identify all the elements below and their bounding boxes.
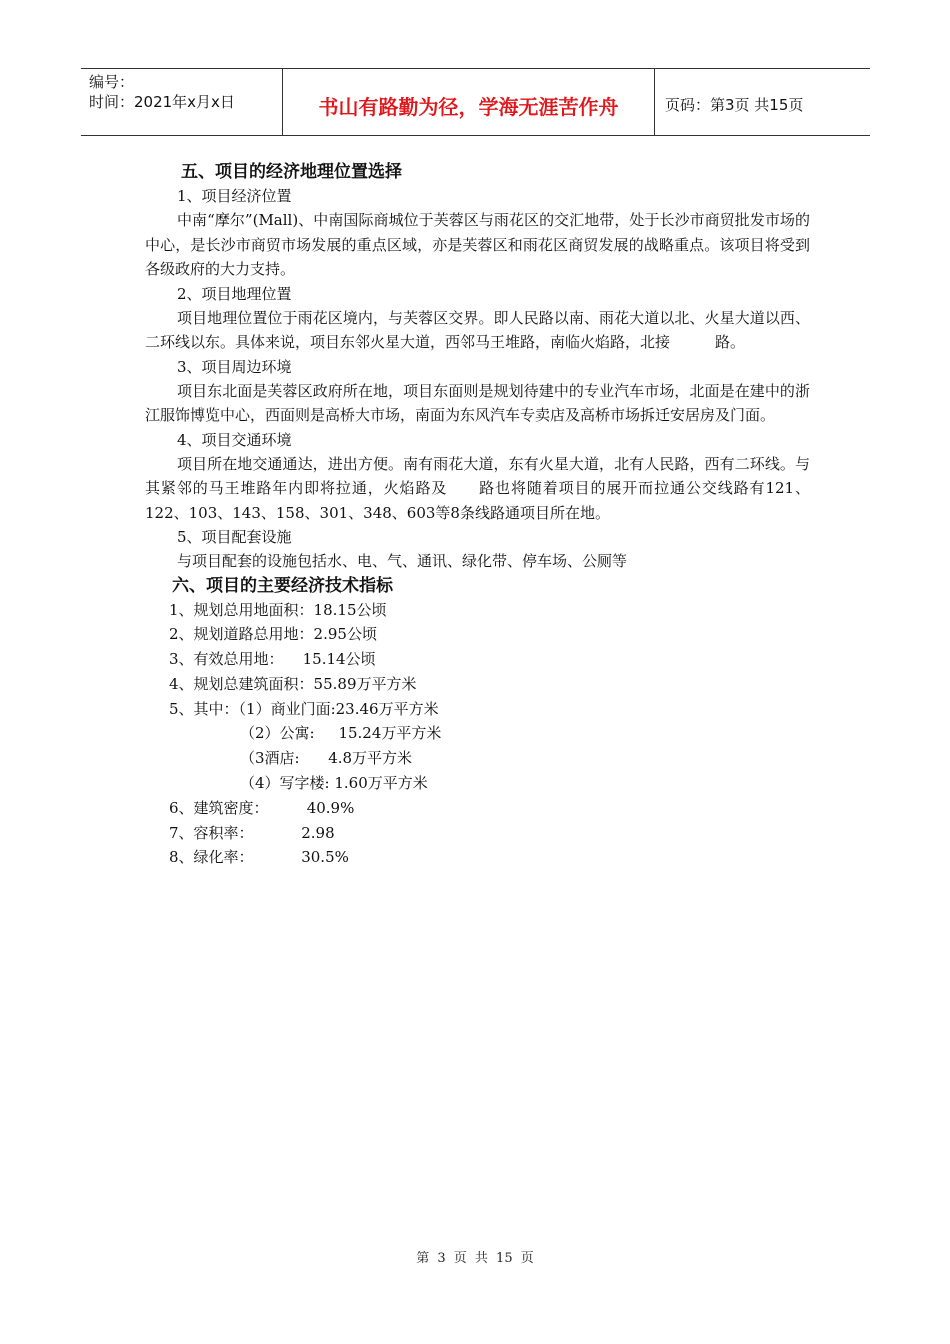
indicator-sub-item: （4）写字楼: 1.60万平方米 <box>240 774 428 793</box>
subsection-5-title: 5、项目配套设施 <box>177 528 292 546</box>
header-left-cell <box>81 69 283 135</box>
subsection-4-title: 4、项目交通环境 <box>177 430 292 449</box>
indicator-sub-item: （3酒店: 4.8万平方米 <box>240 749 413 768</box>
subsection-2-title: 2、项目地理位置 <box>177 284 292 303</box>
document-number-label: 编号： <box>89 73 135 91</box>
subsection-5-text: 与项目配套的设施包括水、电、气、通讯、绿化带、停车场、公厕等 <box>177 552 628 570</box>
indicator-item: 4、规划总建筑面积：55.89万平方米 <box>169 674 417 693</box>
indicator-item: 5、其中：（1）商业门面:23.46万平方米 <box>169 699 439 718</box>
header-page-code: 页码：第3页 共15页 <box>665 96 804 114</box>
subsection-3-title: 3、项目周边环境 <box>177 357 292 376</box>
indicator-sub-item: （2）公寓: 15.24万平方米 <box>240 724 442 743</box>
section-6-title: 六、项目的主要经济技术指标 <box>172 575 393 596</box>
header-motto-cell <box>283 69 655 135</box>
subsection-2-text: 项目地理位置位于雨花区境内，与芙蓉区交界。即人民路以南、雨花大道以北、火星大道以西、二环线以东。具体来说，项目东邻火星大道，西邻马王堆路，南临火焰路，北接 路。 <box>145 308 810 351</box>
indicator-item: 6、建筑密度： 40.9% <box>169 798 355 817</box>
subsection-1-text: 中南“摩尔”(Mall)、中南国际商城位于芙蓉区与雨花区的交汇地带，处于长沙市商贸批发市场的中心，是长沙市商贸市场发展的重点区域，亦是芙蓉区和雨花区商贸发展的战略重点。该项目将受到各级政府的大力支持。 <box>145 211 810 278</box>
header-page-cell <box>655 69 870 135</box>
subsection-1-title: 1、项目经济位置 <box>177 187 292 205</box>
header-table <box>81 68 870 136</box>
subsection-3-text: 项目东北面是芙蓉区政府所在地，项目东面则是规划待建中的专业汽车市场，北面是在建中的浙江服饰博览中心，西面则是高桥大市场，南面为东风汽车专卖店及高桥市场拆迁安居房及门面。 <box>145 381 810 424</box>
indicator-item: 7、容积率： 2.98 <box>169 823 335 842</box>
indicator-item: 8、绿化率： 30.5% <box>169 848 349 867</box>
page-footer: 第 3 页 共 15 页 <box>416 1251 534 1266</box>
section-5-title: 五、项目的经济地理位置选择 <box>181 162 402 182</box>
document-body <box>145 160 810 870</box>
indicator-item: 3、有效总用地： 15.14公顷 <box>169 650 376 669</box>
header-motto: 书山有路勤为径，学海无涯苦作舟 <box>318 95 619 119</box>
document-time-label: 时间：2021年x月x日 <box>89 93 235 111</box>
indicator-item: 2、规划道路总用地：2.95公顷 <box>169 625 377 644</box>
indicator-item: 1、规划总用地面积：18.15公顷 <box>169 600 387 619</box>
subsection-4-text: 项目所在地交通通达，进出方便。南有雨花大道，东有火星大道，北有人民路，西有二环线。与其紧邻的马王堆路年内即将拉通，火焰路及 路也将随着项目的展开而拉通公交线路有121、122、103、143、158、301、348、603等8条线路通项目所在地。 <box>145 454 810 522</box>
